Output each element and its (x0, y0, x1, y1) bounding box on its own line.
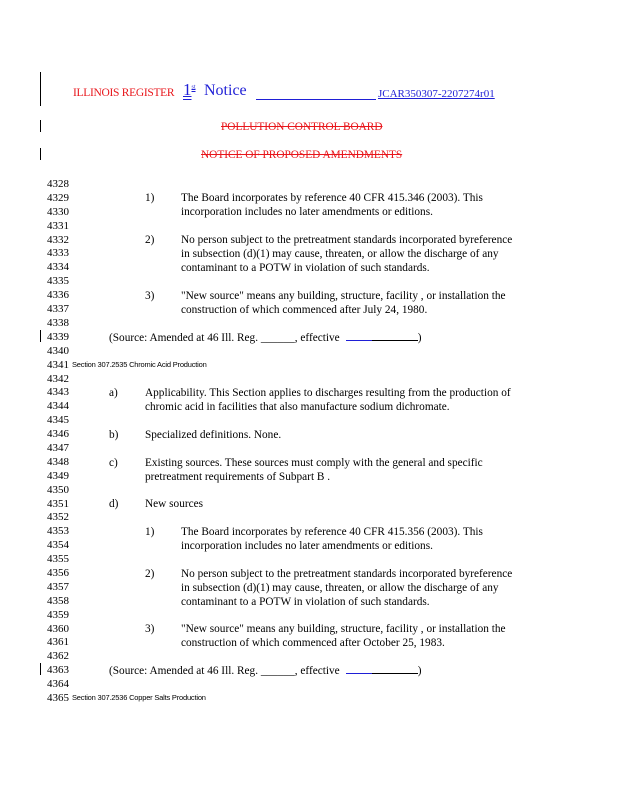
c-label: c) (109, 457, 118, 469)
c-line2: pretreatment requirements of Subpart B . (145, 471, 331, 483)
line-number: 4353 (47, 525, 69, 538)
source-note-1-text: (Source: Amended at 46 Ill. Reg. ______, effective (109, 332, 340, 344)
a-label: a) (109, 387, 118, 399)
section-2536-heading: Section 307.2536 Copper Salts Production (72, 693, 206, 702)
line-number: 4357 (47, 580, 69, 593)
line-number: 4337 (47, 303, 69, 315)
line-number: 4359 (47, 608, 69, 621)
p2-line2: in subsection (d)(1) may cause, threaten, or allow the discharge of any (181, 248, 499, 260)
header-underline (256, 99, 376, 100)
source-note-1-tail: ) (417, 332, 422, 344)
p2-line3: contaminant to a POTW in violation of such standards. (181, 262, 430, 274)
q3-label: 3) (145, 623, 155, 635)
a-line1: Applicability. This Section applies to discharges resulting from the production of (145, 387, 511, 399)
line-number: 4340 (47, 344, 69, 357)
source-note-1 (109, 331, 421, 345)
line-number: 4364 (47, 678, 69, 690)
line-number: 4338 (47, 316, 69, 329)
q3-line1: "New source" means any building, structure, facility , or installation the (181, 623, 506, 635)
q2-line3: contaminant to a POTW in violation of such standards. (181, 596, 430, 608)
source-note-2 (109, 664, 421, 678)
line-number: 4330 (47, 205, 69, 218)
line-number: 4345 (47, 414, 69, 427)
line-number: 4350 (47, 483, 69, 496)
line-number: 4328 (47, 178, 69, 190)
line-number: 4361 (47, 636, 69, 649)
q1-line1: The Board incorporates by reference 40 CFR 415.356 (2003). This (181, 526, 483, 538)
p1-line2: incorporation includes no later amendments or editions. (181, 206, 433, 218)
change-bar-notice (40, 148, 41, 160)
page-number (183, 80, 196, 100)
source-date-blank-1b (372, 340, 418, 341)
q1-label: 1) (145, 526, 155, 538)
line-number: 4351 (47, 497, 69, 510)
q2-line2: in subsection (d)(1) may cause, threaten, or allow the discharge of any (181, 582, 499, 594)
section-2535-heading: Section 307.2535 Chromic Acid Production (72, 360, 207, 369)
line-number: 4332 (47, 233, 69, 246)
line-number: 4339 (47, 330, 69, 343)
line-number: 4349 (47, 469, 69, 482)
board-name: POLLUTION CONTROL BOARD (221, 121, 383, 133)
register-title: ILLINOIS REGISTER (73, 87, 175, 99)
b-label: b) (109, 429, 119, 441)
q3-line2: construction of which commenced after October 25, 1983. (181, 637, 445, 649)
line-number: 4341 (47, 358, 69, 371)
line-number: 4352 (47, 511, 69, 524)
notice-title: NOTICE OF PROPOSED AMENDMENTS (201, 149, 403, 161)
line-number: 4331 (47, 219, 69, 232)
line-number: 4360 (47, 622, 69, 635)
source-date-blank-2 (346, 673, 372, 674)
p3-line1: "New source" means any building, structure, facility , or installation the (181, 290, 506, 302)
p1-label: 1) (145, 192, 155, 204)
line-number: 4329 (47, 191, 69, 204)
source-date-blank-2b (372, 673, 418, 674)
notice-label: Notice (204, 82, 247, 99)
source-date-blank-1 (346, 340, 372, 341)
line-number: 4362 (47, 650, 69, 663)
change-bar-source1 (40, 330, 41, 342)
p3-label: 3) (145, 290, 155, 302)
d-line1: New sources (145, 498, 204, 510)
line-number: 4344 (47, 400, 69, 413)
line-number: 4342 (47, 372, 69, 385)
change-bar-board (40, 120, 41, 132)
p3-line2: construction of which commenced after July 24, 1980. (181, 304, 428, 316)
c-line1: Existing sources. These sources must comply with the general and specific (145, 457, 483, 469)
line-number: 4363 (47, 664, 69, 677)
line-number: 4356 (47, 566, 69, 579)
line-number: 4336 (47, 289, 69, 302)
a-line2: chromic acid in facilities that also manufacture sodium dichromate. (145, 401, 450, 413)
q2-line1: No person subject to the pretreatment standards incorporated byreference (181, 568, 513, 580)
line-number: 4346 (47, 428, 69, 440)
line-number: 4347 (47, 441, 69, 454)
line-number: 4343 (47, 386, 69, 399)
q1-line2: incorporation includes no later amendments or editions. (181, 540, 433, 552)
p2-label: 2) (145, 234, 155, 246)
line-number: 4335 (47, 275, 69, 288)
page-number-value: 1 (183, 80, 192, 99)
jcar-code: JCAR350307-2207274r01 (378, 88, 495, 100)
line-number: 4348 (47, 455, 69, 468)
p2-line1: No person subject to the pretreatment standards incorporated byreference (181, 234, 513, 246)
change-bar-source2 (40, 663, 41, 675)
line-number: 4355 (47, 553, 69, 565)
q2-label: 2) (145, 568, 155, 580)
line-number: 4358 (47, 594, 69, 607)
page-number-superscript: st (191, 84, 196, 91)
line-number: 4365 (47, 691, 69, 704)
change-bar-header (40, 72, 41, 106)
line-number: 4354 (47, 539, 69, 552)
b-line1: Specialized definitions. None. (145, 429, 282, 441)
p1-line1: The Board incorporates by reference 40 CFR 415.346 (2003). This (181, 192, 483, 204)
line-number: 4333 (47, 247, 69, 260)
line-number: 4334 (47, 261, 69, 274)
source-note-2-tail: ) (417, 665, 422, 677)
source-note-2-text: (Source: Amended at 46 Ill. Reg. ______, effective (109, 665, 340, 677)
d-label: d) (109, 498, 119, 510)
